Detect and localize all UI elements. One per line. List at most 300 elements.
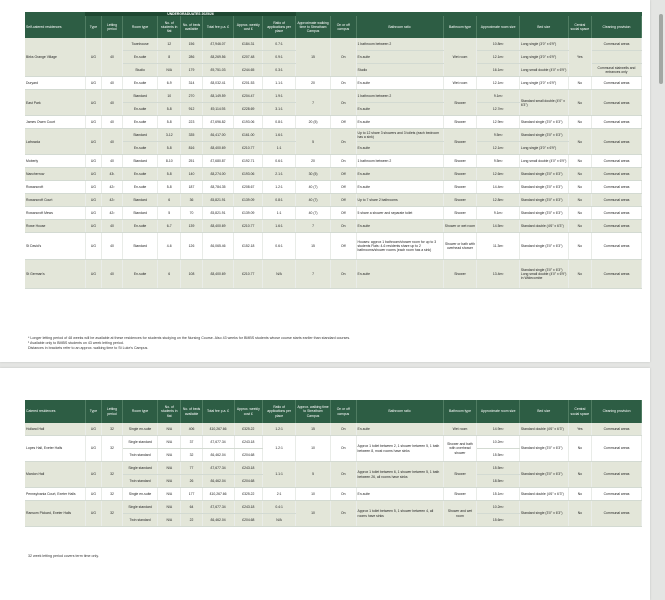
bathroom-ratio: Studio (356, 64, 443, 77)
bathroom-type: Wet room (443, 77, 477, 90)
students-in-flat: 5-8 (158, 116, 181, 129)
column-header: Cleaning provision (591, 16, 641, 38)
cleaning-provision: Communal areas (591, 194, 641, 207)
weekly-cost: £192.71 (234, 155, 263, 168)
column-header: Letting period (101, 16, 122, 38)
cleaning-provision: Communal areas (592, 462, 642, 488)
table-row (25, 168, 642, 181)
room-size: 12.1m² (477, 77, 519, 90)
scrollbar-track[interactable] (656, 0, 665, 600)
bed-size: Standard single (3'0" x 6'3") (519, 207, 568, 220)
total-fee: £10,267.66 (202, 488, 234, 501)
social-space: Yes (568, 38, 591, 77)
students-in-flat: 4-6 (158, 233, 181, 260)
cleaning-provision: Communal areas (591, 38, 641, 51)
bathroom-type: Shower or bath with overhead shower (443, 233, 477, 260)
weekly-cost: £184.31 (234, 38, 263, 51)
weekly-cost: £204.68 (234, 449, 263, 462)
room-type: Townhouse (123, 38, 158, 51)
residence-name: East Park (25, 90, 85, 116)
bed-size: Standard double (4'6" x 6'3") (519, 488, 568, 501)
table-row (25, 501, 642, 514)
table-row (25, 116, 642, 129)
weekly-cost: £139.09 (234, 194, 263, 207)
column-header: No. of students in flat (158, 16, 181, 38)
cleaning-provision: Communal areas (591, 77, 641, 90)
campus-location: Off (331, 194, 356, 207)
bathroom-type: Shower (443, 181, 477, 194)
footnote: ¹ Available only to BMBS students on 43 week letting period. (28, 340, 124, 345)
beds-available: 335 (181, 129, 202, 142)
letting-period: 40 (101, 220, 122, 233)
total-fee: £7,677.34 (202, 436, 234, 449)
campus-location: On (331, 462, 356, 488)
footnotes-page-1 (28, 336, 350, 350)
walking-time: 5 (296, 462, 331, 488)
social-space: No (568, 155, 591, 168)
table-row (25, 77, 642, 90)
students-in-flat: 8-10 (158, 155, 181, 168)
walking-time: 15 (296, 233, 331, 260)
table-row (25, 129, 642, 142)
letting-period: 42² (101, 181, 122, 194)
applications-ratio: 2:1 (263, 488, 296, 501)
residence-type: UG (85, 194, 101, 207)
residence-type: UG (85, 436, 101, 462)
room-type: Twin standard (123, 449, 158, 462)
residence-name: Lafrowda (25, 129, 85, 155)
weekly-cost: £193.06 (234, 168, 263, 181)
social-space: No (568, 129, 591, 155)
applications-ratio: 1.2:1 (263, 181, 296, 194)
bed-size: Standard single (3'0" x 6'3") (519, 116, 568, 129)
bathroom-ratio: Approx 1 toilet between 6, 1 shower between 5, 1 bath between 26, all rooms have sinks (356, 462, 443, 488)
campus-location: On (331, 220, 356, 233)
students-in-flat: 5-8 (158, 181, 181, 194)
bathroom-ratio: 1 bathroom between 2 (356, 155, 443, 168)
weekly-cost: £152.18 (234, 233, 263, 260)
total-fee: £6,417.00 (202, 129, 234, 142)
letting-period: 40 (101, 233, 122, 260)
beds-available: 26 (181, 475, 202, 488)
walking-time: 40 (7) (296, 207, 331, 220)
weekly-cost: £201.53 (234, 77, 263, 90)
table-row (25, 207, 642, 220)
walking-time: 40 (7) (296, 194, 331, 207)
room-size: 9.5m² (477, 155, 519, 168)
room-size: 15.5m² (477, 449, 519, 462)
room-size: 15.1m² (477, 488, 519, 501)
column-header: Approx. weekly cost £ (234, 400, 263, 423)
applications-ratio: 0.6:1 (263, 155, 296, 168)
total-fee: £6,462.04 (202, 514, 234, 527)
room-type: Standard (123, 155, 158, 168)
residence-type: UG (85, 168, 101, 181)
bathroom-ratio: En-suite (356, 168, 443, 181)
students-in-flat: 6-9 (158, 77, 181, 90)
room-size: 18.5m² (477, 475, 519, 488)
room-type: Single en-suite (123, 423, 158, 436)
cleaning-provision: Communal areas (592, 501, 642, 527)
residence-name: St David's (25, 233, 85, 260)
students-in-flat: 6-7 (158, 220, 181, 233)
room-type: Standard (123, 129, 158, 142)
column-header: On or off campus (331, 400, 356, 423)
students-in-flat: N/A (158, 449, 181, 462)
applications-ratio: 1:1 (263, 207, 296, 220)
room-size: 9.5m² (477, 129, 519, 142)
bed-size: Long small double (4'0" x 6'9") (519, 64, 568, 77)
letting-period: 32 (101, 462, 122, 488)
cleaning-provision: Communal areas (592, 423, 642, 436)
applications-ratio: 0.3:1 (263, 64, 296, 77)
total-fee: £10,267.66 (202, 423, 234, 436)
bathroom-ratio: 1 bathroom between 2 (356, 38, 443, 51)
room-size: 12.6m² (477, 168, 519, 181)
room-size: 10.2m² (477, 501, 519, 514)
bathroom-ratio: En-suite (356, 51, 443, 64)
beds-available: 139 (181, 220, 202, 233)
bathroom-ratio: Approx 1 toilet between 5, 1 shower between 4, all rooms have sinks (356, 501, 443, 527)
room-size: 12.7m² (477, 103, 519, 116)
beds-available: 270 (181, 90, 202, 103)
residence-type: UG (85, 155, 101, 168)
applications-ratio: 2.1:1 (263, 168, 296, 181)
letting-period: 42² (101, 194, 122, 207)
letting-period: 32 (101, 488, 122, 501)
total-fee: £8,400.69 (202, 142, 234, 155)
cleaning-provision: Communal stairwells and entrances only (591, 64, 641, 77)
bathroom-ratio: En-suite (356, 116, 443, 129)
cleaning-provision: Communal areas (591, 260, 641, 289)
residence-name: Pennsylvania Court, Exeter Halls (25, 488, 85, 501)
column-header: Self-catered residences (25, 16, 85, 38)
room-type: En-suite (123, 77, 158, 90)
room-size: 15.5m² (477, 462, 519, 475)
cleaning-provision: Communal areas (591, 181, 641, 194)
applications-ratio: 0.9:1 (263, 51, 296, 64)
bed-size: Standard single (3'0" x 6'3") (519, 181, 568, 194)
cleaning-provision (591, 51, 641, 64)
column-header: Type (85, 16, 101, 38)
bed-size: Standard single (3'0" x 6'3") (519, 462, 568, 488)
room-type: Standard (123, 90, 158, 103)
total-fee: £6,065.46 (202, 233, 234, 260)
total-fee: £8,149.59 (202, 90, 234, 103)
residence-type: UG (85, 260, 101, 289)
applications-ratio: N/A (263, 514, 296, 527)
campus-location: On (331, 38, 356, 77)
room-type: Studio (123, 64, 158, 77)
students-in-flat: N/A (158, 462, 181, 475)
social-space: No (568, 168, 591, 181)
column-header: Ratio of applications per place (263, 400, 296, 423)
weekly-cost: £204.47 (234, 90, 263, 103)
social-space: No (568, 181, 591, 194)
column-header: Central social space (568, 400, 591, 423)
table-row (25, 462, 642, 475)
bathroom-ratio: Up to 7 share 2 bathrooms (356, 194, 443, 207)
bed-size: Long single (3'0" x 6'9") (519, 77, 568, 90)
weekly-cost: £208.67 (234, 181, 263, 194)
campus-location: Off (331, 207, 356, 220)
walking-time: 20 (296, 155, 331, 168)
residence-type: UG (85, 116, 101, 129)
cleaning-provision: Communal areas (591, 207, 641, 220)
total-fee: £8,400.69 (202, 220, 234, 233)
total-fee: £7,946.07 (202, 38, 234, 51)
bed-size: Standard single (3'0" x 6'3") (519, 436, 568, 462)
students-in-flat: 12 (158, 38, 181, 51)
weekly-cost: £243.18 (234, 462, 263, 475)
social-space: No (568, 260, 591, 289)
room-type: En-suite (123, 116, 158, 129)
letting-period: 42² (101, 207, 122, 220)
beds-available: 140 (181, 168, 202, 181)
weekly-cost: £210.77 (234, 142, 263, 155)
room-type: Single standard (123, 501, 158, 514)
beds-available: 70 (181, 207, 202, 220)
room-type: Single standard (123, 436, 158, 449)
room-type: Single standard (123, 462, 158, 475)
bathroom-type: Shower (443, 129, 477, 155)
cleaning-provision: Communal areas (591, 155, 641, 168)
bathroom-type: Wet room (443, 423, 477, 436)
table-row (25, 194, 642, 207)
beds-available: 912 (181, 103, 202, 116)
room-type: Standard (123, 207, 158, 220)
beds-available: 187 (181, 181, 202, 194)
cleaning-provision: Communal areas (591, 220, 641, 233)
students-in-flat: N/A (158, 475, 181, 488)
total-fee: £7,696.82 (202, 116, 234, 129)
column-header: Bathroom ratio (356, 400, 443, 423)
table-row (25, 155, 642, 168)
walking-time: 5 (296, 129, 331, 155)
students-in-flat: N/A (158, 488, 181, 501)
total-fee: £8,400.69 (202, 260, 234, 289)
bed-size: Standard single (3'0" x 6'3") Long small double (4'0" x 6'9") in Widecombe (519, 260, 568, 289)
room-type: En-suite (123, 220, 158, 233)
bathroom-type: Shower (443, 462, 477, 488)
bathroom-type: Wet room (443, 38, 477, 77)
room-type: Standard (123, 194, 158, 207)
super-header-undergraduates: UNDERGRADUATES 2025/26 (85, 12, 295, 16)
residence-name: Holland Hall (25, 423, 85, 436)
bathroom-type: Shower and bath with overhead shower (443, 436, 477, 462)
total-fee: £8,784.35 (202, 181, 234, 194)
bathroom-type: Shower (443, 488, 477, 501)
room-size: 14.4m² (477, 181, 519, 194)
campus-location: On (331, 488, 356, 501)
column-header: On or off campus (331, 16, 356, 38)
bathroom-type: Shower and wet room (443, 501, 477, 527)
weekly-cost: £228.69 (234, 103, 263, 116)
residence-type: UG (85, 207, 101, 220)
students-in-flat: 10 (158, 90, 181, 103)
walking-time: 10 (296, 436, 331, 462)
table-row (25, 436, 642, 449)
weekly-cost: £207.48 (234, 51, 263, 64)
column-header: Total fee p.a. £ (202, 400, 234, 423)
weekly-cost: £161.00 (234, 129, 263, 142)
students-in-flat: 6 (158, 260, 181, 289)
total-fee: £8,274.00 (202, 168, 234, 181)
campus-location: Off (331, 168, 356, 181)
social-space: No (568, 233, 591, 260)
column-header: Central social space (568, 16, 591, 38)
column-header: Room type (123, 16, 158, 38)
residence-name: Ransom Pickard, Exeter Halls (25, 501, 85, 527)
cleaning-provision: Communal areas (591, 233, 641, 260)
students-in-flat: 6 (158, 194, 181, 207)
bed-size: Long single (3'0" x 6'9") (519, 38, 568, 51)
campus-location: On (331, 90, 356, 116)
residence-type: UG (85, 488, 101, 501)
applications-ratio: 1:1 (263, 142, 296, 155)
walking-time: 10 (296, 501, 331, 527)
weekly-cost: £244.65 (234, 64, 263, 77)
table-row (25, 220, 642, 233)
column-header: Bathroom type (443, 400, 477, 423)
bed-size: Standard single (3'0" x 6'3") (519, 129, 568, 142)
students-in-flat: N/A (158, 501, 181, 514)
walking-time: 15 (296, 38, 331, 77)
bathroom-ratio: Up to 12 share 3 showers and 3 toilets (each bedroom has a sink) (356, 129, 443, 142)
column-header: Total fee p.a. £ (202, 16, 234, 38)
residence-name: Moberly (25, 155, 85, 168)
room-type: En-suite (123, 142, 158, 155)
applications-ratio: 1.6:1 (263, 220, 296, 233)
room-size: 11.3m² (477, 233, 519, 260)
walking-time: 15 (296, 423, 331, 436)
social-space: No (568, 194, 591, 207)
bathroom-type: Shower or wet room (443, 220, 477, 233)
applications-ratio: 0.8:1 (263, 116, 296, 129)
total-fee: £7,677.34 (202, 501, 234, 514)
residence-name: Nancherrow (25, 168, 85, 181)
beds-available: 36 (181, 194, 202, 207)
beds-available: 108 (181, 260, 202, 289)
walking-time: 30 (5) (296, 168, 331, 181)
beds-available: 77 (181, 462, 202, 475)
applications-ratio: N/A (263, 260, 296, 289)
bathroom-ratio: En-suite (356, 181, 443, 194)
social-space: No (568, 207, 591, 220)
bathroom-type: Shower (443, 207, 477, 220)
beds-available: 314 (181, 77, 202, 90)
total-fee: £5,821.91 (202, 194, 234, 207)
room-size: 14.9m² (477, 423, 519, 436)
students-in-flat: 3-12 (158, 129, 181, 142)
bathroom-ratio: En-suite (356, 77, 443, 90)
footnote: Distances in brackets refer to an approx. walking time to St Luke's Campus. (28, 345, 149, 350)
column-header: Approximate room size (477, 16, 519, 38)
letting-period: 40 (101, 38, 122, 77)
campus-location: On (331, 129, 356, 155)
campus-location: On (331, 501, 356, 527)
residence-type: UG (85, 38, 101, 77)
residence-type: UG (85, 129, 101, 155)
applications-ratio: 1.2:1 (263, 423, 296, 436)
bathroom-type: Shower (443, 155, 477, 168)
column-header: Approximate room size (477, 400, 519, 423)
social-space: No (568, 488, 591, 501)
letting-period: 40 (101, 129, 122, 155)
bathroom-ratio: En-suite (356, 220, 443, 233)
column-header: Approx. walking time to Streatham Campus (296, 400, 331, 423)
weekly-cost: £243.18 (234, 501, 263, 514)
students-in-flat: 5-8 (158, 103, 181, 116)
applications-ratio: 0.4:1 (263, 501, 296, 514)
letting-period: 32 (101, 436, 122, 462)
room-type: Twin standard (123, 514, 158, 527)
room-type: En-suite (123, 181, 158, 194)
self-catered-residences-table (25, 12, 642, 289)
scrollbar-thumb[interactable] (659, 14, 663, 84)
bathroom-ratio: En-suite (356, 103, 443, 116)
beds-available: 286 (181, 51, 202, 64)
social-space: No (568, 90, 591, 116)
students-in-flat: 5-8 (158, 168, 181, 181)
letting-period: 40 (101, 155, 122, 168)
footnotes-page-2 (28, 554, 99, 559)
room-type: Standard (123, 233, 158, 260)
room-size: 10.2m² (477, 436, 519, 449)
letting-period: 40 (101, 77, 122, 90)
bathroom-ratio: En-suite (356, 423, 443, 436)
social-space: No (568, 220, 591, 233)
bathroom-ratio: Approx 1 toilet between 2, 1 shower between 5, 1 bath between 8, most rooms have sinks (356, 436, 443, 462)
bed-size: Standard single (3'0" x 6'3") (519, 168, 568, 181)
column-header: Approximate walking time to Streatham Campus (296, 16, 331, 38)
table-header-row (25, 400, 642, 423)
walking-time: 7 (296, 90, 331, 116)
weekly-cost: £325.22 (234, 488, 263, 501)
room-size: 9.1m² (477, 207, 519, 220)
column-header: Letting period (101, 400, 122, 423)
social-space: No (568, 116, 591, 129)
bathroom-ratio: Houses: approx 1 bathroom/shower room for up to 3 students Flats: 4-6 residents share up to 2 bathrooms/shower rooms (each room has a sink) (356, 233, 443, 260)
bed-size: Standard single (3'0" x 6'3") (519, 194, 568, 207)
walking-time: 40 (7) (296, 181, 331, 194)
walking-time: 7 (296, 220, 331, 233)
room-size: 12.8m² (477, 194, 519, 207)
walking-time: 20 (296, 77, 331, 90)
total-fee: £5,821.91 (202, 207, 234, 220)
table-row (25, 423, 642, 436)
bathroom-type: Shower (443, 168, 477, 181)
letting-period: 40 (101, 116, 122, 129)
bathroom-type: Shower (443, 194, 477, 207)
cleaning-provision: Communal areas (592, 488, 642, 501)
column-header: Type (85, 400, 101, 423)
bathroom-ratio: En-suite (356, 488, 443, 501)
beds-available: 32 (181, 449, 202, 462)
residence-type: UG (85, 220, 101, 233)
applications-ratio: 0.8:1 (263, 194, 296, 207)
applications-ratio: 0.7:1 (263, 38, 296, 51)
students-in-flat: N/A (158, 423, 181, 436)
bathroom-ratio: En-suite (356, 260, 443, 289)
campus-location: On (331, 423, 356, 436)
bed-size: Long single (3'0" x 6'9") (519, 51, 568, 64)
bed-size: Standard single (3'0" x 6'3") (519, 233, 568, 260)
residence-name: Rowancroft Mews (25, 207, 85, 220)
beds-available: 156 (181, 38, 202, 51)
applications-ratio: 1.9:1 (263, 90, 296, 103)
table-row (25, 38, 642, 51)
